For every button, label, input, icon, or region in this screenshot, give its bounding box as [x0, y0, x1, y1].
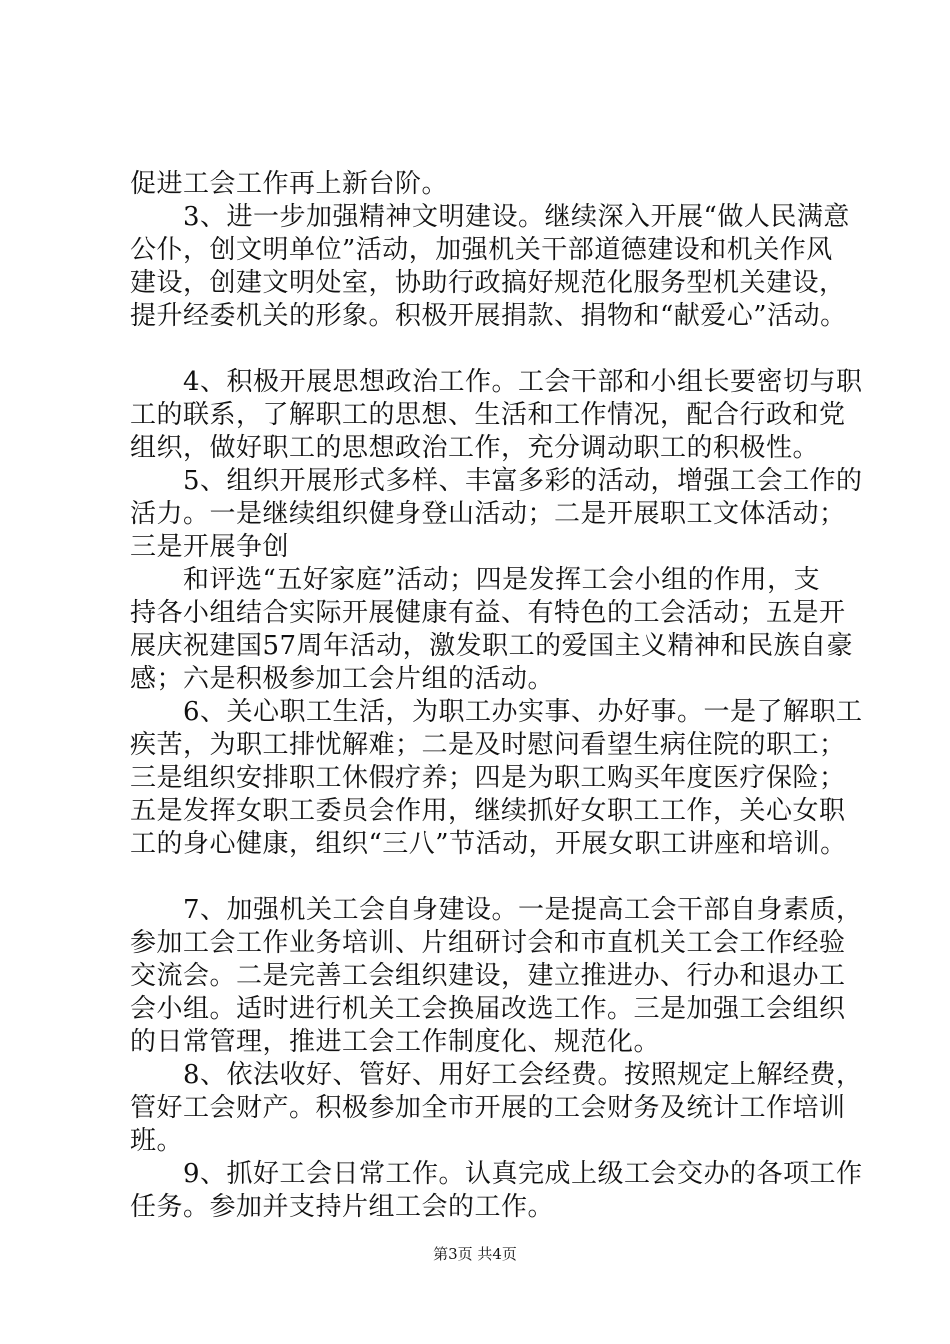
text-line: 7、加强机关工会自身建设。一是提高工会干部自身素质， — [130, 895, 863, 925]
text-line: 促进工会工作再上新台阶。 — [130, 169, 449, 199]
text-line: 工的身心健康，组织“三八”节活动，开展女职工讲座和培训。 — [130, 829, 847, 859]
text-line: 管好工会财产。积极参加全市开展的工会财务及统计工作培训 — [130, 1093, 846, 1123]
text-line: 和评选“五好家庭”活动；四是发挥工会小组的作用，支 — [130, 565, 821, 595]
text-line: 6、关心职工生活，为职工办实事、办好事。一是了解职工 — [130, 697, 863, 727]
text-line: 会小组。适时进行机关工会换届改选工作。三是加强工会组织 — [130, 994, 846, 1024]
text-line: 持各小组结合实际开展健康有益、有特色的工会活动；五是开 — [130, 598, 846, 628]
text-line: 班。 — [130, 1126, 184, 1156]
text-line: 五是发挥女职工委员会作用，继续抓好女职工工作，关心女职 — [130, 796, 846, 826]
text-line: 任务。参加并支持片组工会的工作。 — [130, 1192, 555, 1222]
document-body — [130, 168, 863, 1224]
text-line: 三是开展争创 — [130, 532, 290, 562]
text-line: 参加工会工作业务培训、片组研讨会和市直机关工会工作经验 — [130, 928, 846, 958]
blank-line — [130, 333, 842, 366]
text-line: 建设，创建文明处室，协助行政搞好规范化服务型机关建设， — [130, 268, 846, 298]
text-line: 工的联系，了解职工的思想、生活和工作情况，配合行政和党 — [130, 400, 846, 430]
text-line: 展庆祝建国57周年活动，激发职工的爱国主义精神和民族自豪 — [130, 631, 854, 661]
text-line: 组织，做好职工的思想政治工作，充分调动职工的积极性。 — [130, 433, 820, 463]
page-number-footer: 第3页 共4页 — [433, 1245, 517, 1263]
text-line: 公仆，创文明单位”活动，加强机关干部道德建设和机关作风 — [130, 235, 833, 265]
text-line: 的日常管理，推进工会工作制度化、规范化。 — [130, 1027, 661, 1057]
text-line: 提升经委机关的形象。积极开展捐款、捐物和“献爱心”活动。 — [130, 301, 847, 331]
text-line: 5、组织开展形式多样、丰富多彩的活动，增强工会工作的 — [130, 466, 863, 496]
text-line: 感；六是积极参加工会片组的活动。 — [130, 664, 555, 694]
text-line: 3、进一步加强精神文明建设。继续深入开展“做人民满意 — [130, 202, 850, 232]
text-line: 9、抓好工会日常工作。认真完成上级工会交办的各项工作 — [130, 1159, 863, 1189]
text-line: 交流会。二是完善工会组织建设，建立推进办、行办和退办工 — [130, 961, 846, 991]
blank-line — [130, 861, 842, 894]
text-line: 三是组织安排职工休假疗养；四是为职工购买年度医疗保险； — [130, 763, 846, 793]
text-line: 4、积极开展思想政治工作。工会干部和小组长要密切与职 — [130, 367, 863, 397]
text-line: 8、依法收好、管好、用好工会经费。按照规定上解经费， — [130, 1060, 863, 1090]
text-line: 活力。一是继续组织健身登山活动；二是开展职工文体活动； — [130, 499, 846, 529]
text-line: 疾苦，为职工排忧解难；二是及时慰问看望生病住院的职工； — [130, 730, 846, 760]
